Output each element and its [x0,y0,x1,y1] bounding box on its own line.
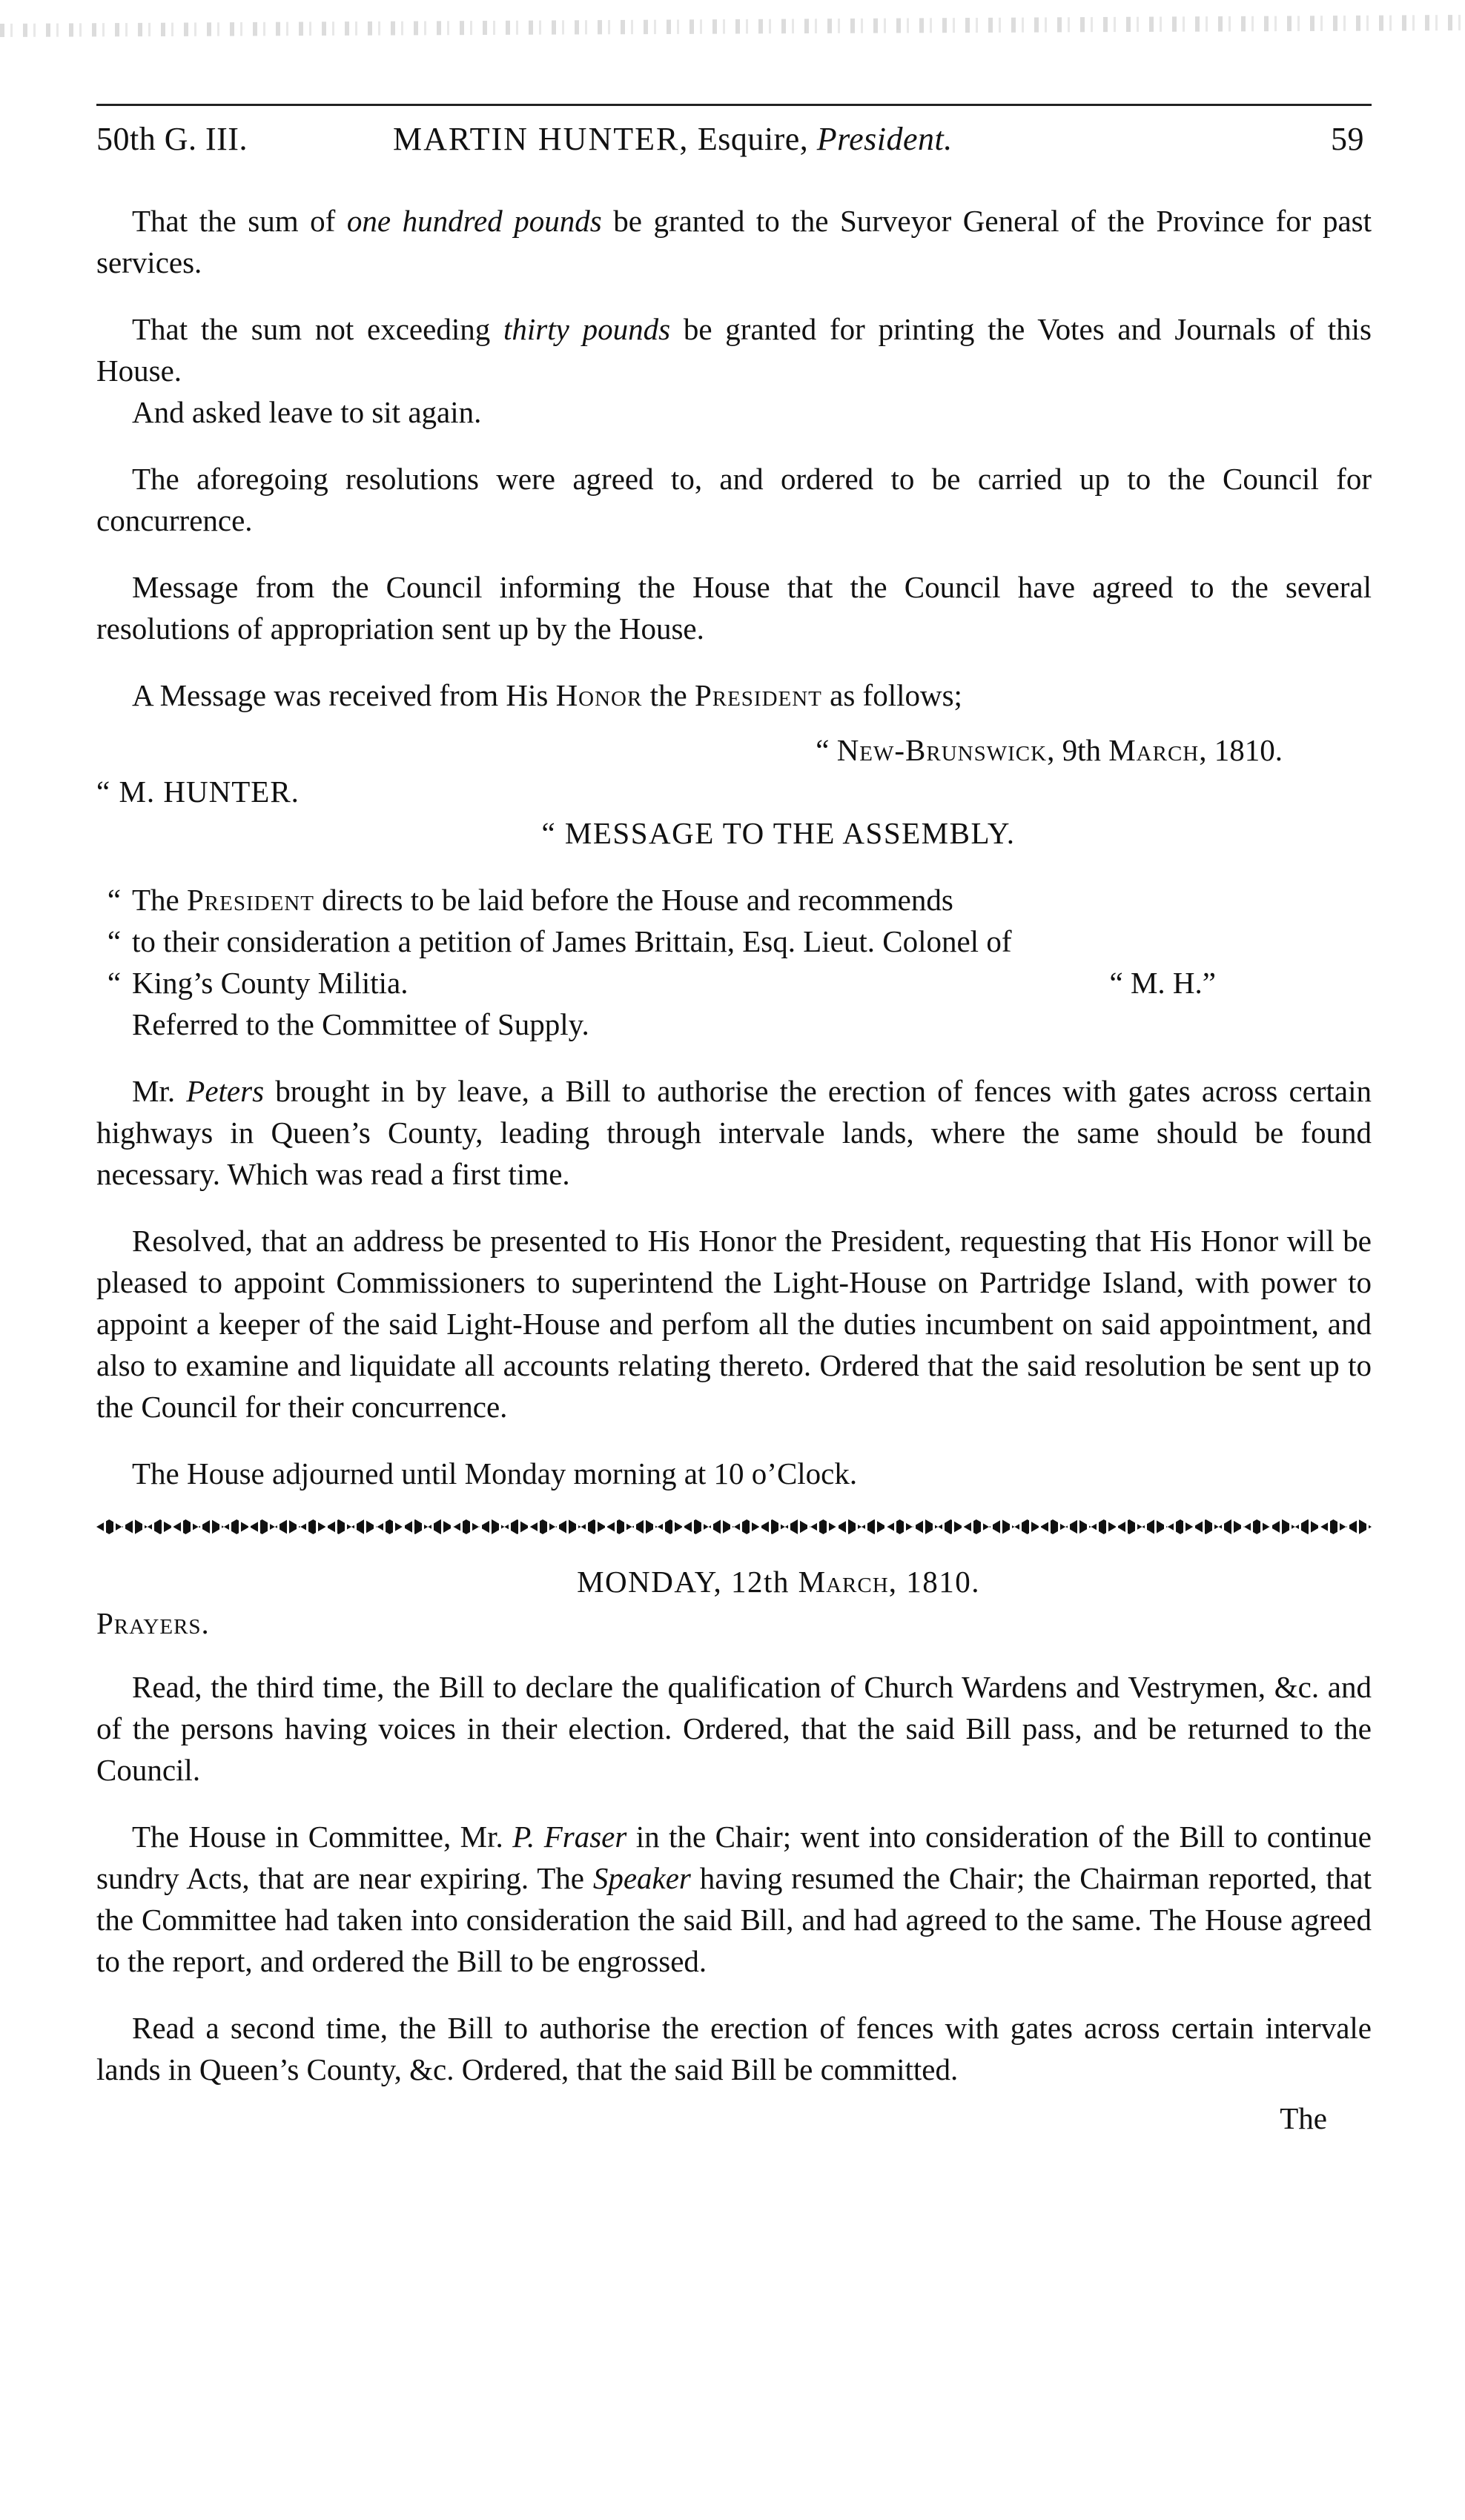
initials-mh: “ M. H.” [1109,966,1216,1000]
paragraph-fences-second-reading: Read a second time, the Bill to authorise the erection of fences with gates across certain intervale lands in Queen’s County, &c. Ordered, that the said Bill be committed. [96,2011,1372,2086]
text-run: the [642,678,695,712]
dateline-place: New-Brunswick [836,733,1048,767]
signoff-hunter: “ M. HUNTER. [96,775,300,809]
quote-mark: “ [107,966,122,1000]
quote-line-3 [96,962,1372,1004]
paragraph-lighthouse-resolution: Resolved, that an address be presented to His Honor the President, requesting that His Honor will be pleased to appoint Commissioners to superintend the Light-House on Partridge Island, with power to appoint a keeper of the said Light-House and perfom all the duties incumbent on said appointment, and also to examine and liquidate all accounts relating thereto. Ordered that the said resolution be sent up to the Council for their concurrence. [96,1224,1372,1424]
text-run: be granted for printing the Votes and Journals of this House. [96,312,1372,388]
paragraph-referred-supply: Referred to the Committee of Supply. [132,1007,589,1041]
text-run: That the sum of [132,204,347,238]
paragraph-leave-to-sit: And asked leave to sit again. [132,395,482,429]
text-run: A Message was received from His [132,678,556,712]
quote-line-1 [96,879,1372,921]
paragraph-surveyor-grant [96,200,1372,283]
title-name: MARTIN HUNTER, [393,121,689,157]
header-rule [96,104,1372,106]
paragraph-message-received [96,674,1372,716]
italic-speaker: Speaker [592,1861,691,1895]
running-head [96,111,1372,170]
text-run: be granted to the Surveyor General of the Province for past services. [96,204,1372,279]
text-run: MONDAY, 12th [577,1565,798,1599]
paragraph-printing-grant [96,308,1372,391]
small-caps-president: President [694,678,822,712]
text-run: in the Chair; went into consideration of the Bill to continue sundry Acts, that are near expiring. The [96,1820,1372,1895]
quote-mark: “ [107,883,122,917]
day-month: March [798,1565,889,1599]
prayers-heading: Prayers. [96,1606,210,1640]
title-president: President. [816,121,953,157]
text-run: as follows; [821,678,962,712]
paragraph-fences-bill [96,1070,1372,1195]
text-run: directs to be laid before the House and recommends [314,883,953,917]
text-run: to their consideration a petition of James Brittain, Esq. Lieut. Colonel of [132,924,1012,958]
day-heading [96,1561,1372,1602]
title-esquire: Esquire, [697,121,809,157]
paragraph-adjourned: The House adjourned until Monday morning at 10 o’Clock. [132,1456,858,1491]
catchword: The [1280,2101,1327,2135]
text-run: Mr. [132,1074,187,1108]
paragraph-committee-report [96,1816,1372,1982]
text-run: The [132,883,187,917]
dateline [96,729,1372,771]
text-run: King’s County Militia. [132,966,409,1000]
text-run: having resumed the Chair; the Chairman reported, that the Committee had taken into consideration the said Bill, and had agreed to the same. The House agreed to the report, and ordered the Bill to be engrossed. [96,1861,1372,1978]
paragraph-church-wardens-bill: Read, the third time, the Bill to declare the qualification of Church Wardens and Vestrymen, &c. and of the persons having voices in their election. Ordered, that the said Bill pass, and be returned to the Council. [96,1670,1372,1787]
paragraph-resolutions-agreed: The aforegoing resolutions were agreed to, and ordered to be carried up to the Council for concurrence. [96,462,1372,537]
journal-body [96,200,1372,2139]
session-label: 50th G. III. [96,121,248,157]
italic-peters: Peters [186,1074,265,1108]
dateline-month: March [1108,733,1200,767]
text-run: , 1810. [888,1565,980,1599]
text-run: That the sum not exceeding [132,312,503,346]
quote-line-2 [96,921,1372,962]
text-run: , 1810. [1199,733,1283,767]
paragraph-council-message: Message from the Council informing the House that the Council have agreed to the several resolutions of appropriation sent up by the House. [96,570,1372,646]
italic-amount: one hundred pounds [346,204,602,238]
text-run: , 9th [1047,733,1109,767]
scan-noise [0,6,1465,50]
italic-amount: thirty pounds [503,312,671,346]
message-heading: “ MESSAGE TO THE ASSEMBLY. [541,816,1016,850]
small-caps-president: President [187,883,314,917]
text-run: brought in by leave, a Bill to authorise the erection of fences with gates across certain highways in Queen’s County, leading through intervale lands, where the same should be found necessary. Which was read a first time. [96,1074,1372,1191]
text-run: “ [816,733,837,767]
italic-fraser: P. Fraser [512,1820,627,1854]
quote-mark: “ [107,924,122,958]
text-run: The House in Committee, Mr. [132,1820,513,1854]
page-title [393,120,953,158]
ornamental-divider [96,1519,1372,1534]
small-caps-honor: Honor [555,678,643,712]
page-number: 59 [1331,121,1364,157]
